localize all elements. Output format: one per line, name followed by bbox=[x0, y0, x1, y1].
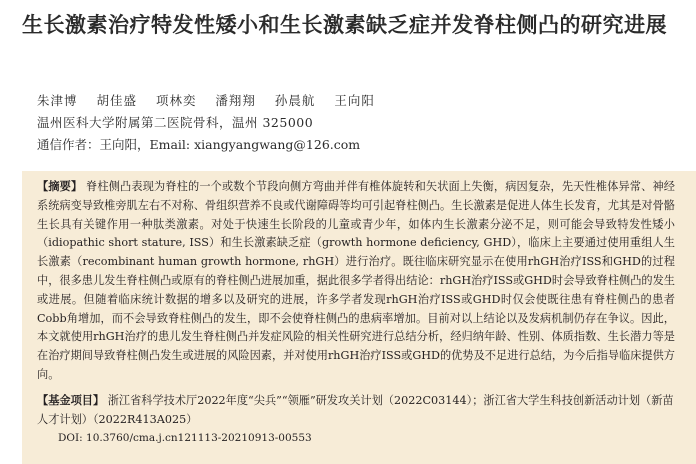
abstract-label: 【摘要】 bbox=[37, 179, 83, 193]
fund-section bbox=[37, 391, 682, 430]
article-title: 生长激素治疗特发性矮小和生长激素缺乏症并发脊柱侧凸的研究进展 bbox=[22, 13, 667, 37]
doi: DOI: 10.3760/cma.j.cn121113-20210913-00553 bbox=[58, 432, 312, 444]
author-list: 朱津博 胡佳盛 项林奕 潘翔翔 孙晨航 王向阳 bbox=[37, 93, 375, 108]
fund-text: 浙江省科学技术厅2022年度“尖兵”“领雁”研发攻关计划（2022C03144）；浙江省大学生科技创新活动计划（新苗人才计划）（2022R413A025） bbox=[37, 394, 674, 426]
abstract bbox=[37, 177, 675, 385]
abstract-text: 脊柱侧凸表现为脊柱的一个或数个节段向侧方弯曲并伴有椎体旋转和矢状面上失衡，病因复杂，先天性椎体异常、神经系统病变导致椎旁肌左右不对称、骨组织营养不良或代谢障碍等均可引起脊柱侧凸。生长激素是促进人体生长发育，尤其是对骨骼生长具有关键作用一种肽类激素。对处于快速生长阶段的儿童或青少年，如体内生长激素分泌不足，则可能会导致特发性矮小（idiopathic short stature, ISS）和生长激素缺乏症（growth hormone deficiency, GHD），临床上主要通过使用重组人生长激素（recombinant human growth hormone, rhGH）进行治疗。既往临床研究显示在使用rhGH治疗ISS和GHD的过程中，很多患儿发生脊柱侧凸或原有的脊柱侧凸进展加重，据此很多学者得出结论：rhGH治疗ISS或GHD时会导致脊柱侧凸的发生或进展。但随着临床统计数据的增多以及研究的进展，许多学者发现rhGH治疗ISS或GHD时仅会使既往患有脊柱侧凸的患者Cobb角增加，而不会导致脊柱侧凸的发生，即不会使脊柱侧凸的患病率增加。目前对以上结论以及发病机制仍存在争议。因此，本文就使用rhGH治疗的患儿发生脊柱侧凸并发症风险的相关性研究进行总结分析，经归纳年龄、性别、体质指数、生长潜力等是在治疗期间导致脊柱侧凸发生或进展的风险因素，并对使用rhGH治疗ISS或GHD的优势及不足进行总结，为今后指导临床提供方向。 bbox=[37, 180, 675, 381]
affiliation: 温州医科大学附属第二医院骨科，温州 325000 bbox=[37, 115, 314, 130]
fund-label: 【基金项目】 bbox=[37, 393, 105, 407]
corresponding-author: 通信作者：王向阳，Email: xiangyangwang@126.com bbox=[37, 137, 361, 152]
